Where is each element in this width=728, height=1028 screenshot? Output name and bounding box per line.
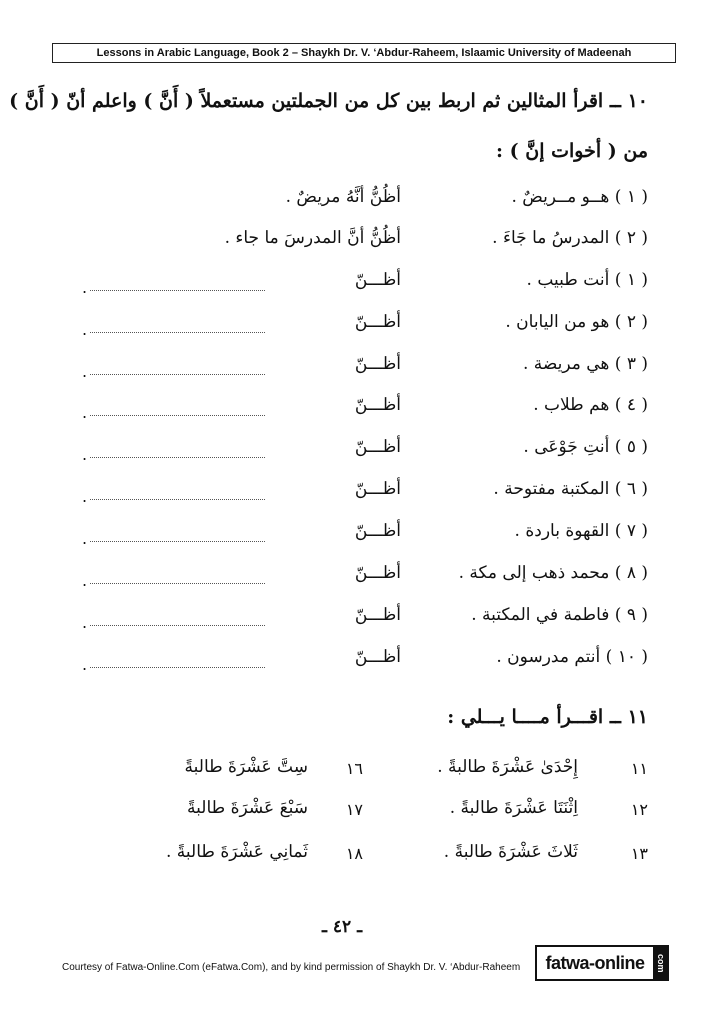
item-prompt: أظـــنّ [354, 521, 401, 541]
example-row [70, 228, 648, 258]
row-text: سَبْعَ عَشْرَةَ طالبةً [187, 798, 308, 818]
example-answer: أظُنُّ أنَّ المدرسَ ما جاء . [224, 228, 401, 248]
answer-blank[interactable] [90, 541, 265, 542]
row-text: سِتَّ عَشْرَةَ طالبةً [184, 757, 308, 777]
exercise-item [70, 647, 648, 677]
exercise-item [70, 479, 648, 509]
full-stop: . [82, 362, 88, 381]
item-prompt: أظـــنّ [354, 647, 401, 667]
full-stop: . [82, 529, 88, 548]
example-answer: أظُنُّ أنَّهُ مريضٌ . [285, 187, 401, 207]
row-number: ١٦ [345, 759, 363, 778]
exercise-10-title: ١٠ ــ اقرأ المثالين ثم اربط بين كل من الجملتين مستعملاً ( أَنَّ ) واعلم أنّ ( أَنَّ ) [9, 90, 648, 112]
exercise-item [70, 521, 648, 551]
number-row [155, 755, 648, 789]
full-stop: . [82, 487, 88, 506]
full-stop: . [82, 320, 88, 339]
full-stop: . [82, 445, 88, 464]
item-prompt: أظـــنّ [354, 563, 401, 583]
item-sentence: ( ٣ ) هي مريضة . [522, 354, 648, 374]
answer-blank[interactable] [90, 583, 265, 584]
item-prompt: أظـــنّ [354, 437, 401, 457]
item-sentence: ( ١ ) أنت طبيب . [526, 270, 648, 290]
item-sentence: ( ٧ ) القهوة باردة . [514, 521, 648, 541]
item-prompt: أظـــنّ [354, 479, 401, 499]
item-prompt: أظـــنّ [354, 270, 401, 290]
exercise-item [70, 605, 648, 635]
item-sentence: ( ٥ ) أنتِ جَوْعَى . [523, 437, 648, 457]
exercise-10-title-continued: من ( أخوات إنَّ ) : [496, 140, 648, 162]
page-number: ـ ٤٢ ـ [322, 917, 363, 937]
row-text: ثَمانِي عَشْرَةَ طالبةً . [166, 842, 308, 862]
example-question: ( ٢ ) المدرسُ ما جَاءَ . [492, 228, 648, 248]
item-sentence: ( ٤ ) هم طلاب . [533, 395, 648, 415]
answer-blank[interactable] [90, 374, 265, 375]
number-row [155, 840, 648, 874]
row-text: اِثْنَتَا عَشْرَةَ طالبةً . [449, 798, 578, 818]
answer-blank[interactable] [90, 499, 265, 500]
answer-blank[interactable] [90, 332, 265, 333]
exercise-item [70, 312, 648, 342]
item-prompt: أظـــنّ [354, 354, 401, 374]
item-sentence: ( ٨ ) محمد ذهب إلى مكة . [458, 563, 648, 583]
item-prompt: أظـــنّ [354, 312, 401, 332]
page-header: Lessons in Arabic Language, Book 2 – Shaykh Dr. V. ‘Abdur-Raheem, Islaamic University of Madeenah [52, 43, 676, 63]
item-sentence: ( ٦ ) المكتبة مفتوحة . [493, 479, 648, 499]
row-number: ١٨ [345, 844, 363, 863]
exercise-item [70, 563, 648, 593]
example-row [70, 187, 648, 217]
exercise-item [70, 354, 648, 384]
row-number: ١٢ [630, 800, 648, 819]
exercise-11-title: ١١ ــ اقـــرأ مــــا يـــلي : [447, 706, 648, 728]
number-row [155, 796, 648, 830]
item-sentence: ( ٢ ) هو من اليابان . [505, 312, 648, 332]
full-stop: . [82, 655, 88, 674]
exercise-item [70, 437, 648, 467]
row-number: ١٧ [345, 800, 363, 819]
row-text: إِحْدَىٰ عَشْرَةَ طالبةً . [437, 757, 578, 777]
footer-credit: Courtesy of Fatwa-Online.Com (eFatwa.Com), and by kind permission of Shaykh Dr. V. ‘Abdur-Raheem [62, 962, 521, 973]
item-prompt: أظـــنّ [354, 605, 401, 625]
fatwa-online-logo[interactable] [535, 945, 669, 981]
logo-com-tab: com [653, 945, 669, 981]
item-sentence: ( ١٠ ) أنتم مدرسون . [496, 647, 648, 667]
answer-blank[interactable] [90, 625, 265, 626]
answer-blank[interactable] [90, 457, 265, 458]
item-prompt: أظـــنّ [354, 395, 401, 415]
answer-blank[interactable] [90, 290, 265, 291]
exercise-item [70, 270, 648, 300]
full-stop: . [82, 403, 88, 422]
row-number: ١١ [630, 759, 648, 778]
logo-wordmark: fatwa-online [535, 945, 653, 981]
full-stop: . [82, 278, 88, 297]
exercise-item [70, 395, 648, 425]
answer-blank[interactable] [90, 667, 265, 668]
row-number: ١٣ [630, 844, 648, 863]
full-stop: . [82, 613, 88, 632]
full-stop: . [82, 571, 88, 590]
row-text: ثَلاثَ عَشْرَةَ طالبةً . [443, 842, 578, 862]
item-sentence: ( ٩ ) فاطمة في المكتبة . [471, 605, 648, 625]
example-question: ( ١ ) هــو مــريضٌ . [511, 187, 648, 207]
answer-blank[interactable] [90, 415, 265, 416]
